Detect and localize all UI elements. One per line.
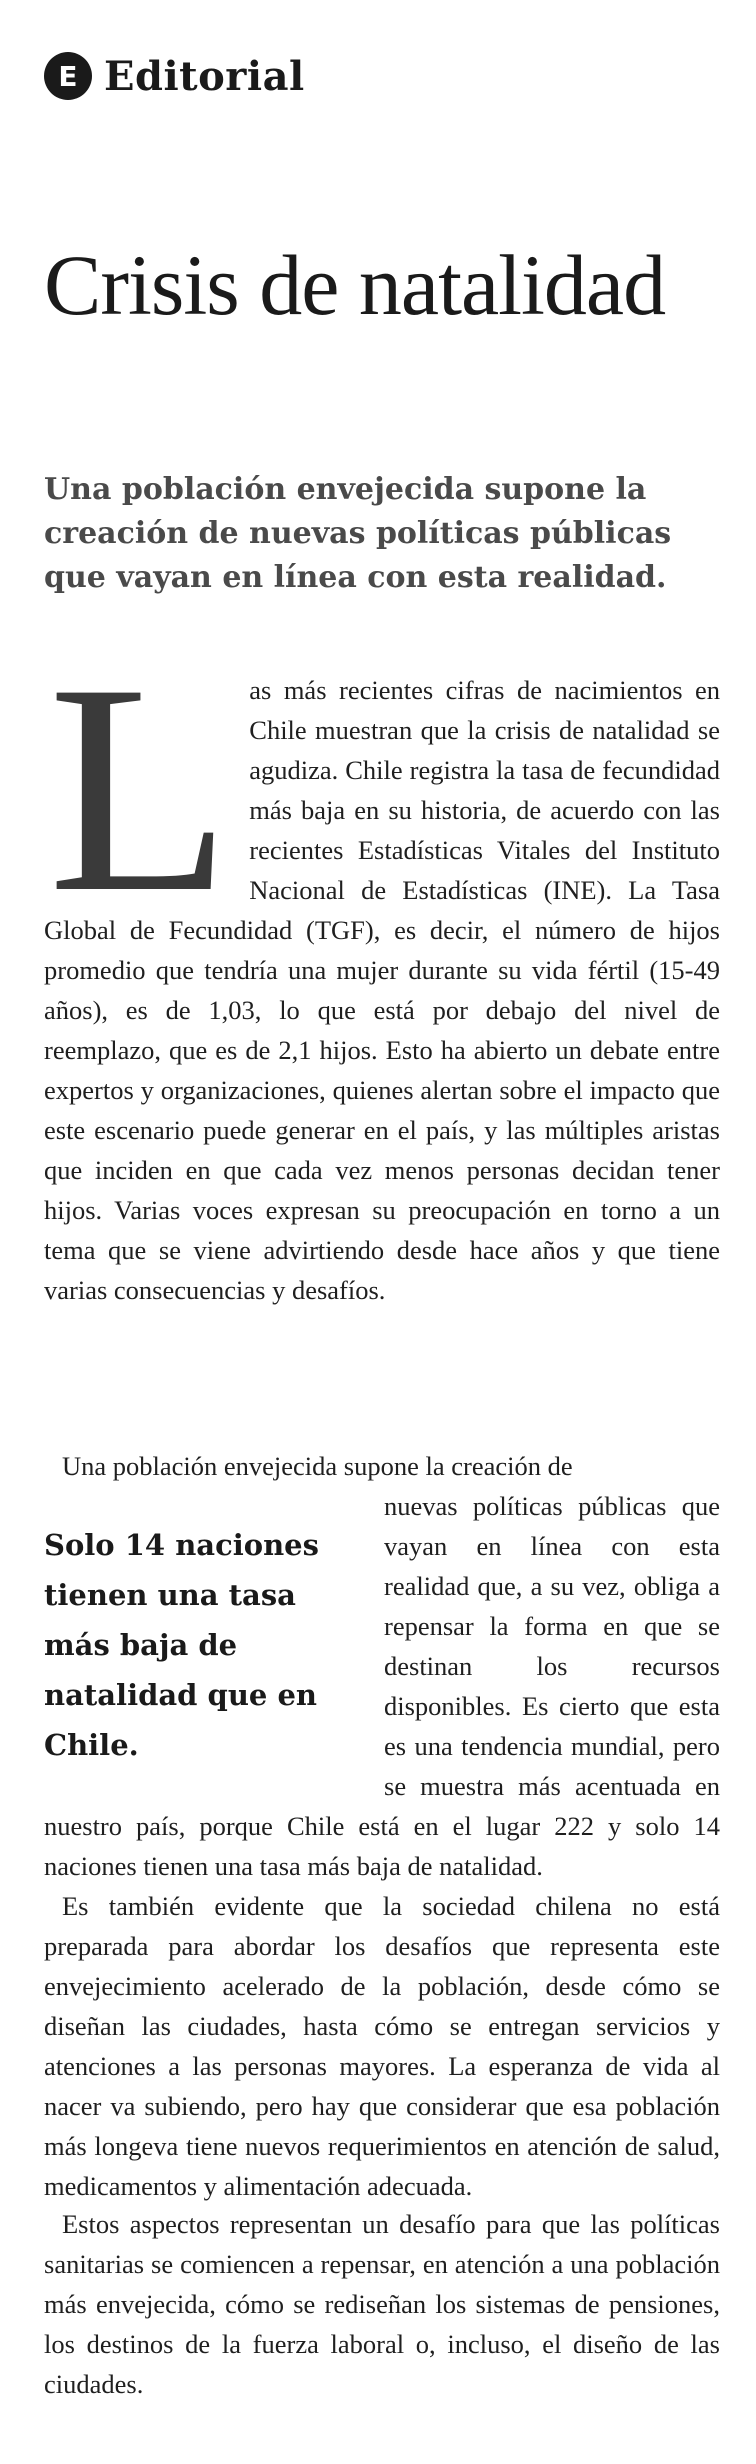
article-paragraph-4: Estos aspectos representan un desafío para que las políticas sanitarias se comiencen a repensar, en atención a una población más envejecida, cómo se rediseñan los sistemas de pensiones, los destinos de la fuerza laboral o, incluso, el diseño de las ciudades. bbox=[44, 2209, 720, 2399]
article-paragraph-3: Es también evidente que la sociedad chilena no está preparada para abordar los desafíos que representa este envejecimiento acelerado de la población, desde cómo se diseñan las ciudades, hasta cómo se entregan servicios y atenciones a las personas mayores. La esperanza de vida al nacer va subiendo, pero hay que considerar que esa población más longeva tiene nuevos requerimientos en atención de salud, medicamentos y alimentación adecuada. bbox=[44, 1891, 720, 2201]
section-header bbox=[44, 52, 305, 100]
section-label: Editorial bbox=[104, 52, 305, 100]
paragraph-2-text: nuevas políticas públicas que vayan en línea con esta realidad que, a su vez, obliga a repensar la forma en que se destinan los recursos disponibles. Es cierto que esta es una tendencia mundial, pero se muestra más acentuada en nuestro país, porque Chile está en el lugar 222 y solo 14 naciones tienen una tasa más baja de natalidad. bbox=[44, 1491, 720, 1881]
paragraph-2-first-line: Una población envejecida supone la creación de bbox=[62, 1451, 573, 1481]
paragraph-1-text: as más recientes cifras de nacimientos en Chile muestran que la crisis de natalidad se agudiza. Chile registra la tasa de fecundidad más baja en su historia, de acuerdo con las recientes Estadísticas Vitales del Instituto Nacional de Estadísticas (INE). La Tasa Global de Fecundidad (TGF), es decir, el número de hijos promedio que tendría una mujer durante su vida fértil (15-49 años), es de 1,03, lo que está por debajo del nivel de reemplazo, que es de 2,1 hijos. Esto ha abierto un debate entre expertos y organizaciones, quienes alertan sobre el impacto que este escenario puede generar en el país, y las múltiples aristas que inciden en que cada vez menos personas decidan tener hijos. Varias voces expresan su preocupación en torno a un tema que se viene advirtiendo desde hace años y que tiene varias consecuencias y desafíos. bbox=[44, 675, 720, 1305]
article-paragraph-2 bbox=[44, 1446, 720, 1886]
article-paragraph-1 bbox=[44, 622, 720, 1310]
drop-cap: L bbox=[48, 622, 232, 954]
section-badge: E bbox=[44, 52, 92, 100]
lead-paragraph: Una población envejecida supone la creación de nuevas políticas públicas que vayan en línea con esta realidad. bbox=[44, 472, 672, 595]
pull-quote: Solo 14 naciones tienen una tasa más baja de natalidad que en Chile. bbox=[44, 1528, 319, 1762]
headline: Crisis de natalidad bbox=[44, 237, 666, 333]
